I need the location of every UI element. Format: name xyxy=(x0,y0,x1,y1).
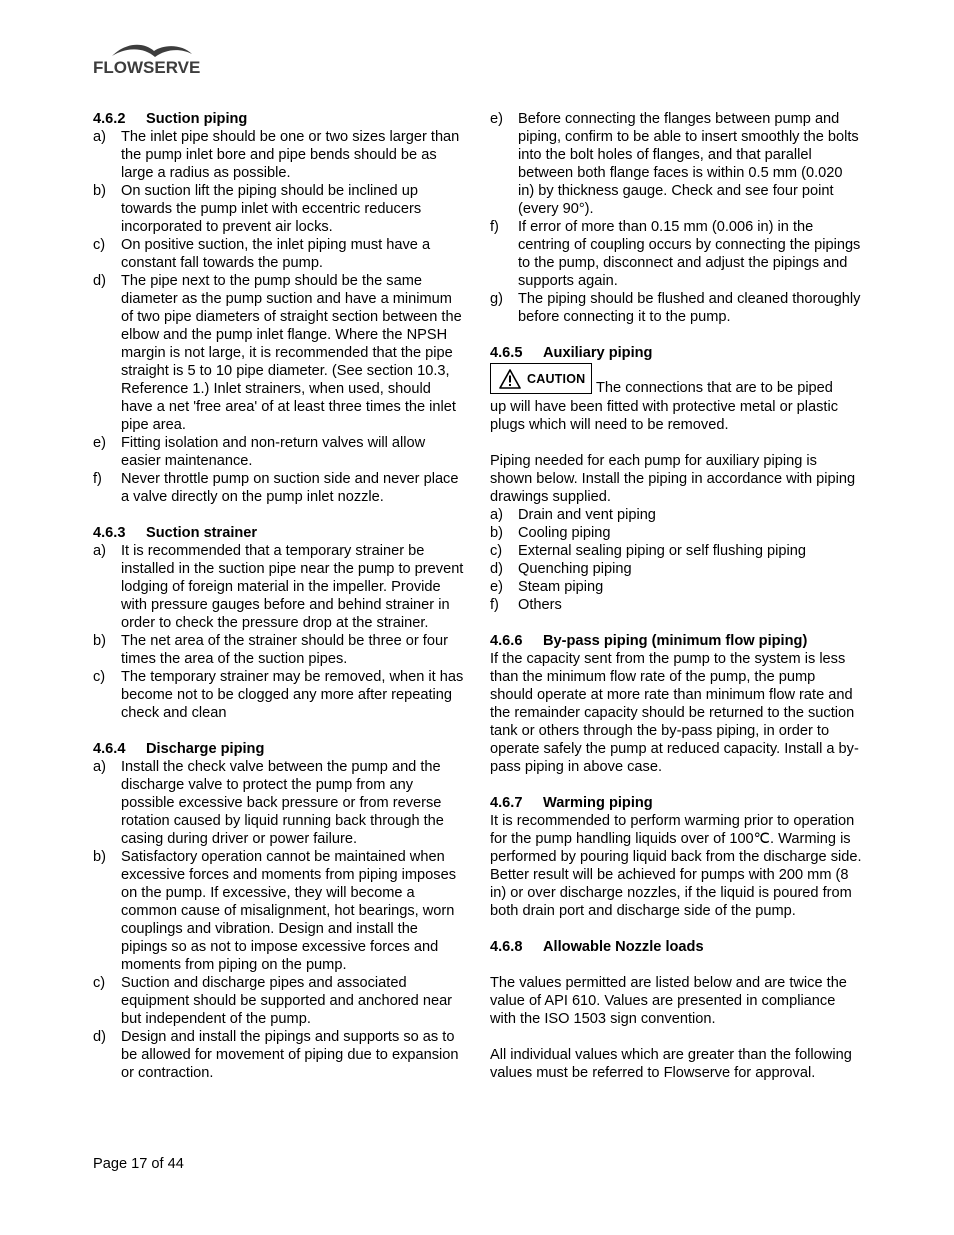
list-item: c) On positive suction, the inlet piping must have a constant fall towards the pump. xyxy=(93,237,431,271)
list-item: f) Never throttle pump on suction side and never place a valve directly on the pump inlet nozzle. xyxy=(93,471,459,505)
page-number: Page 17 of 44 xyxy=(93,1156,184,1172)
list-item: f) If error of more than 0.15 mm (0.006 in) in the centring of coupling occurs by connecting the pipings to the pump, disconnect and adjust the pipings and supports again. xyxy=(490,219,861,289)
list-item: b) On suction lift the piping should be inclined up towards the pump inlet with eccentric reducers incorporated to prevent air locks. xyxy=(93,183,422,235)
caution-badge xyxy=(490,363,592,394)
caution-text: The connections that are to be piped xyxy=(596,380,833,396)
paragraph: If the capacity sent from the pump to the system is less than the minimum flow rate of the pump, the pump should operate at more rate than minimum flow rate and the remainder capacity should be returned to the suction tank or others through the by-pass piping, in order to operate safely the pump at reduced capacity. Install a by-pass piping in above case. xyxy=(490,651,859,775)
list-item: a) The inlet pipe should be one or two sizes larger than the pump inlet bore and pipe bends should be as large a radius as possible. xyxy=(93,129,460,181)
list-item: f) Others xyxy=(490,597,562,613)
list-item: d) The pipe next to the pump should be the same diameter as the pump suction and have a minimum of two pipe diameters of straight section between the elbow and the pump inlet flange. Where the NPSH margin is not large, it is recommended that the pipe straight is 5 to 10 pipe diameter. (See section 10.3, Reference 1.) Inlet strainers, when used, should have a net 'free area' of at least three times the inlet pipe area. xyxy=(93,273,462,433)
flowserve-logo xyxy=(92,42,207,82)
list-item: a) Install the check valve between the pump and the discharge valve to protect the pump from any possible excessive back pressure or from reverse rotation caused by liquid running back through the casing during driver or power failure. xyxy=(93,759,444,847)
list-item: b) Cooling piping xyxy=(490,525,611,541)
right-column xyxy=(490,110,862,1082)
caution-label: CAUTION xyxy=(527,371,586,386)
list-item: c) Suction and discharge pipes and associated equipment should be supported and anchored near but independent of the pump. xyxy=(93,975,453,1027)
section-heading: 4.6.3 Suction strainer xyxy=(93,525,258,541)
caution-row xyxy=(490,362,862,398)
section-heading: 4.6.8 Allowable Nozzle loads xyxy=(490,939,704,955)
section-heading: 4.6.5 Auxiliary piping xyxy=(490,345,653,361)
list-item: e) Fitting isolation and non-return valves will allow easier maintenance. xyxy=(93,435,426,469)
list-item: d) Design and install the pipings and supports so as to be allowed for movement of piping due to expansion or contraction. xyxy=(93,1029,459,1081)
list-item: c) The temporary strainer may be removed, when it has become not to be clogged any more after repeating check and clean xyxy=(93,669,464,721)
list-item: a) Drain and vent piping xyxy=(490,507,656,523)
list-item: c) External sealing piping or self flushing piping xyxy=(490,543,806,559)
section-heading: 4.6.7 Warming piping xyxy=(490,795,653,811)
section-heading: 4.6.2 Suction piping xyxy=(93,111,248,127)
paragraph: All individual values which are greater than the following values must be referred to Flowserve for approval. xyxy=(490,1047,852,1081)
list-item: b) Satisfactory operation cannot be maintained when excessive forces and moments from piping imposes on the pump. If excessive, they will become a common cause of misalignment, hot bearings, worn couplings and vibration. Design and install the pipings so as not to impose excessive forces and moments from piping on the pump. xyxy=(93,849,456,973)
section-heading: 4.6.4 Discharge piping xyxy=(93,741,265,757)
warning-triangle-icon xyxy=(499,369,521,389)
list-item: b) The net area of the strainer should be three or four times the area of the suction pipes. xyxy=(93,633,448,667)
list-item: e) Before connecting the flanges between pump and piping, confirm to be able to insert smoothly the bolts into the bolt holes of flanges, and that parallel between both flange faces is within 0.5 mm (0.020 in) by thickness gauge. Check and see four point (every 90°). xyxy=(490,111,859,217)
list-item: g) The piping should be flushed and cleaned thoroughly before connecting it to the pump. xyxy=(490,291,861,325)
paragraph: up will have been fitted with protective metal or plastic plugs which will need to be removed. xyxy=(490,399,838,433)
paragraph: Piping needed for each pump for auxiliary piping is shown below. Install the piping in accordance with piping drawings supplied. xyxy=(490,453,856,505)
left-column xyxy=(93,110,465,1082)
list-item: a) It is recommended that a temporary strainer be installed in the suction pipe near the pump to prevent lodging of foreign material in the impeller. Provide with pressure gauges before and behind strainer in order to check the pressure drop at the strainer. xyxy=(93,543,464,631)
paragraph: It is recommended to perform warming prior to operation for the pump handling liquids over of 100℃. Warming is performed by pouring liquid back from the discharge side. Better result will be achieved for pumps with 200 mm (8 in) or over discharge nozzles, if the liquid is poured from both drain port and discharge side of the pump. xyxy=(490,813,862,919)
paragraph: The values permitted are listed below and are twice the value of API 610. Values are presented in compliance with the ISO 1503 sign convention. xyxy=(490,975,847,1027)
list-item: e) Steam piping xyxy=(490,579,604,595)
svg-text:FLOWSERVE: FLOWSERVE xyxy=(93,58,201,77)
list-item: d) Quenching piping xyxy=(490,561,632,577)
section-heading: 4.6.6 By-pass piping (minimum flow piping) xyxy=(490,633,808,649)
